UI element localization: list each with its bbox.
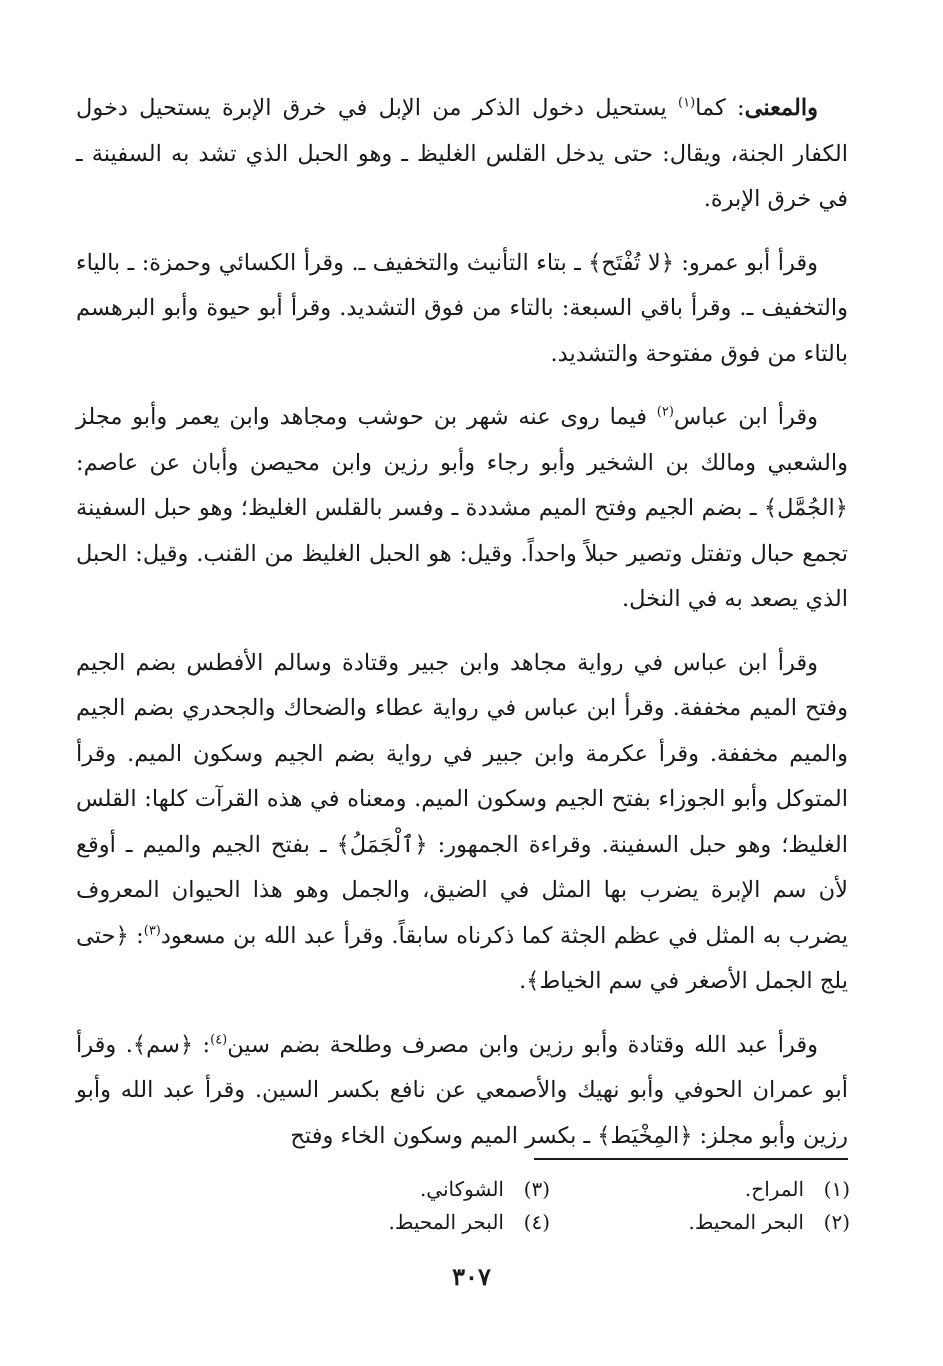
footnote-text: الشوكاني. [419, 1177, 504, 1201]
footnote-ref[interactable]: (١) [678, 95, 696, 111]
paragraph-text: وقرأ أبو عمرو: ﴿لا تُفْتَح﴾ ـ بتاء التأنيث والتخفيف ـ. وقرأ الكسائي وحمزة: ـ بالياء والتخفيف ـ. وقرأ باقي السبعة: بالتاء من فوق التشديد. وقرأ أبو حيوة وأبو البرهسم بالتاء من فوق مفتوحة والتشديد. [76, 249, 848, 367]
footnote-text: البحر المحيط. [688, 1210, 804, 1234]
footnote-number: (٤) [523, 1210, 550, 1234]
paragraph-text: : ﴿سم﴾. وقرأ أبو عمران الحوفي وأبو نهيك والأصمعي عن نافع بكسر السين. وقرأ عبد الله وأبو رزين وأبو مجلز: ﴿المِخْيَط﴾ ـ بكسر الميم وسكون الخاء وفتح [76, 1031, 848, 1149]
paragraph-1 [76, 86, 848, 223]
footnote-number: (٢) [823, 1210, 850, 1234]
paragraph-2 [76, 241, 848, 378]
footnote-number: (٣) [523, 1177, 550, 1201]
footnote-ref[interactable]: (٣) [143, 923, 161, 938]
footnote-2 [590, 1206, 850, 1239]
paragraph-5 [76, 1023, 848, 1160]
paragraph-text: وقرأ عبد الله وقتادة وأبو رزين وابن مصرف وطلحة بضم سين [227, 1031, 818, 1058]
paragraph-text: وقرأ ابن عباس في رواية مجاهد وابن جبير وقتادة وسالم الأفطس بضم الجيم وفتح الميم مخففة. وقرأ ابن عباس في رواية عطاء والضحاك والجحدري بضم الجيم والميم مخففة. وقرأ عكرمة وابن جبير في رواية بضم الجيم وسكون الميم. وقرأ المتوكل وأبو الجوزاء بفتح الجيم وسكون الميم. ومعناه في هذه القرآت كلها: القلس الغليظ؛ وهو حبل السفينة. وقراءة الجمهور: ﴿ٱلْجَمَلُ﴾ ـ بفتح الجيم والميم ـ أوقع لأن سم الإبرة يضرب بها المثل في الضيق، والجمل وهو هذا الحيوان المعروف يضرب به المثل في عظم الجثة كما ذكرناه سابقاً. وقرأ عبد الله بن مسعود [76, 649, 848, 949]
footnote-text: المراح. [744, 1177, 804, 1201]
paragraph-text: : كما [695, 95, 745, 121]
paragraph-4 [76, 641, 848, 1005]
footnote-4 [290, 1206, 550, 1239]
footnote-number: (١) [823, 1177, 850, 1201]
footnotes [290, 1173, 850, 1239]
lead-word: والمعنى [744, 95, 818, 121]
footnote-text: البحر المحيط. [388, 1210, 504, 1234]
paragraph-text: فيما روى عنه شهر بن حوشب ومجاهد وابن يعمر وأبو مجلز والشعبي ومالك بن الشخير وأبو رجاء وأبو رزين وابن محيصن وأبان عن عاصم: ﴿الجُمَّل﴾ ـ بضم الجيم وفتح الميم مشددة ـ وفسر بالقلس الغليظ؛ وهو حبل السفينة تجمع حبال وتفتل وتصير حبلاً واحداً. وقيل: هو الحبل الغليظ من القنب. وقيل: الحبل الذي يصعد به في النخل. [76, 404, 848, 612]
paragraph-text: وقرأ ابن عباس [673, 404, 818, 430]
paragraph-text: : ﴿حتى يلج الجمل الأصغر في سم الخياط﴾. [76, 922, 848, 994]
footnote-ref[interactable]: (٢) [656, 404, 674, 420]
footnote-3 [290, 1173, 550, 1206]
paragraph-text: يستحيل دخول الذكر من الإبل في خرق الإبرة يستحيل دخول الكفار الجنة، ويقال: حتى يدخل القلس الغليظ ـ وهو الحبل الذي تشد به السفينة ـ في خرق الإبرة. [76, 95, 848, 212]
paragraph-3 [76, 395, 848, 623]
footnote-divider [534, 1158, 848, 1160]
footnote-1 [590, 1173, 850, 1206]
main-text [76, 86, 848, 1177]
footnote-ref[interactable]: (٤) [210, 1032, 228, 1047]
page-number: ٣٠٧ [452, 1262, 491, 1291]
